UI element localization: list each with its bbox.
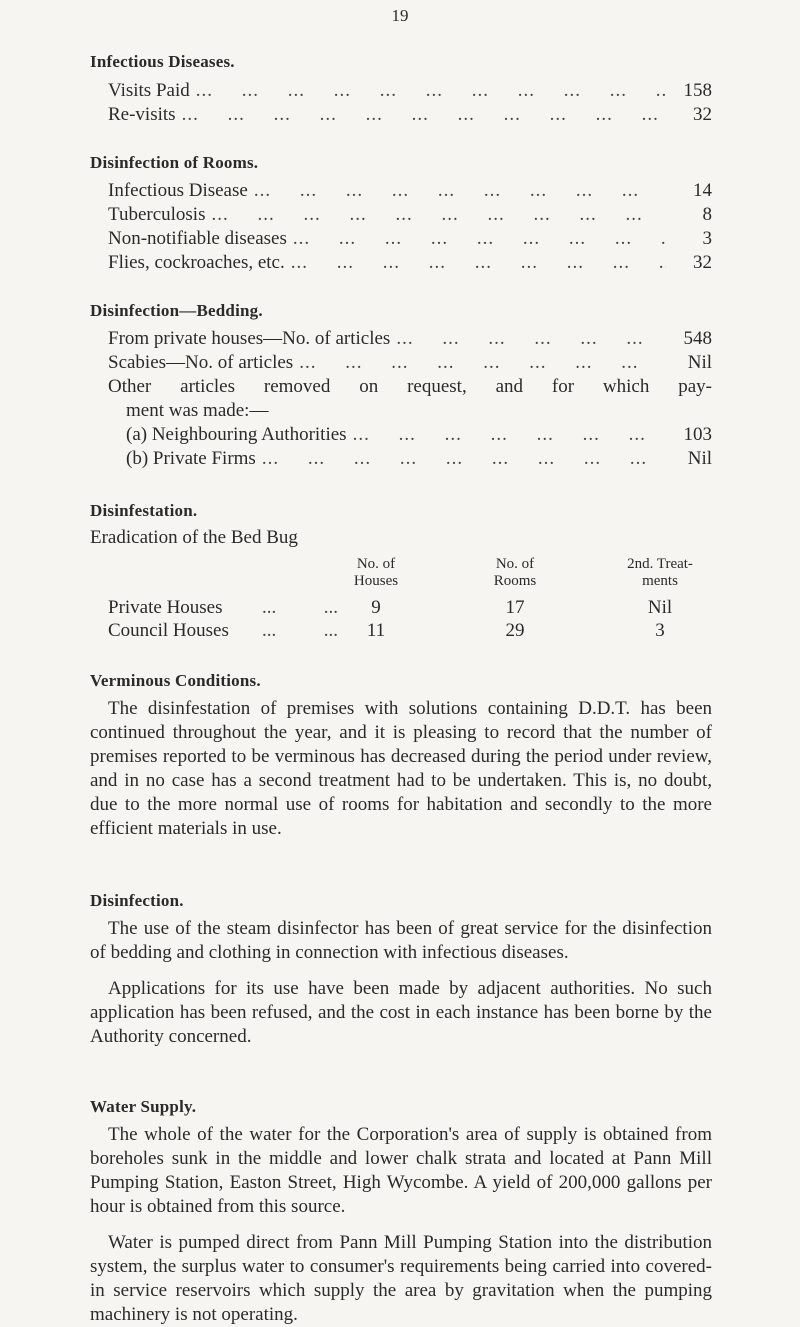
- paragraph: The use of the steam disinfector has been of great service for the disinfection of bedding and clothing in connection with infectious diseases.: [90, 918, 712, 963]
- column-header-rooms: [465, 556, 565, 590]
- dot-leader: ... ...: [262, 620, 338, 641]
- dot-leader: [291, 251, 666, 275]
- item-label: Re-visits: [108, 104, 176, 125]
- list-item: [108, 447, 712, 471]
- item-value: 3: [702, 228, 712, 249]
- item-value: 158: [683, 80, 712, 101]
- section-heading-disinfestation: Disinfestation.: [90, 501, 198, 520]
- disinfestation-subheading: Eradication of the Bed Bug: [90, 527, 298, 548]
- item-value: 8: [702, 204, 712, 225]
- list-item: [108, 203, 712, 227]
- column-header-houses: [326, 556, 426, 590]
- item-label: (a) Neighbouring Authorities: [126, 424, 347, 445]
- item-value: 32: [693, 252, 712, 273]
- verminous-body: [90, 697, 712, 841]
- item-value: 548: [683, 328, 712, 349]
- section-heading-water-supply: Water Supply.: [90, 1097, 197, 1116]
- other-articles-text-cont: ment was made:—: [126, 400, 269, 421]
- infectious-diseases-list: [108, 79, 712, 127]
- list-item: [108, 103, 712, 127]
- item-label: Non-notifiable diseases: [108, 228, 287, 249]
- list-item: [108, 79, 712, 103]
- item-value: Nil: [687, 448, 712, 469]
- item-label: Scabies—No. of articles: [108, 352, 294, 373]
- dot-leader: [299, 351, 666, 375]
- item-label: Tuberculosis: [108, 204, 206, 225]
- list-item: [108, 327, 712, 351]
- list-item: [108, 351, 712, 375]
- item-label: (b) Private Firms: [126, 448, 256, 469]
- header-line: No. of: [495, 556, 535, 572]
- table-cell: 3: [655, 620, 665, 641]
- row-label: Private Houses: [108, 597, 223, 618]
- dot-leader: [211, 203, 666, 227]
- dot-leader: [293, 227, 666, 251]
- disinfection-rooms-list: [108, 179, 712, 275]
- bed-bug-table: [108, 556, 712, 646]
- list-item: [108, 251, 712, 275]
- header-line: ments: [642, 573, 678, 589]
- item-value: 32: [693, 104, 712, 125]
- list-item: [108, 423, 712, 447]
- paragraph: The whole of the water for the Corporation's area of supply is obtained from boreholes sunk in the middle and lower chalk strata and located at Pann Mill Pumping Station, Easton Street, High Wycombe. A yield of 200,000 gallons per hour is obtained from this source.: [90, 1124, 712, 1217]
- column-header-treatments: [600, 556, 720, 590]
- item-value: 14: [693, 180, 712, 201]
- section-heading-infectious-diseases: Infectious Diseases.: [90, 52, 235, 71]
- other-articles-text: Other articles removed on request, and for which pay-: [108, 376, 712, 397]
- water-supply-body: [90, 1123, 712, 1327]
- dot-leader: [353, 423, 666, 447]
- paragraph: The disinfestation of premises with solutions containing D.D.T. has been continued throughout the year, and it is pleasing to record that the number of premises reported to be verminous has decreased during the period under review, and in no case has a second treatment had to be undertaken. This is, no doubt, due to the more normal use of rooms for habitation and secondly to the more efficient materials in use.: [90, 698, 712, 839]
- item-value: Nil: [687, 352, 712, 373]
- page-number: 19: [391, 6, 409, 25]
- header-line: 2nd. Treat-: [627, 556, 693, 572]
- table-cell: 9: [371, 597, 381, 618]
- section-heading-verminous: Verminous Conditions.: [90, 671, 261, 690]
- disinfection-body: [90, 917, 712, 1049]
- section-heading-disinfection: Disinfection.: [90, 891, 184, 910]
- item-label: Infectious Disease: [108, 180, 248, 201]
- dot-leader: [262, 447, 666, 471]
- section-heading-disinfection-rooms: Disinfection of Rooms.: [90, 153, 259, 172]
- dot-leader: [196, 79, 666, 103]
- dot-leader: [182, 103, 666, 127]
- item-value: 103: [683, 424, 712, 445]
- table-cell: 11: [366, 620, 386, 641]
- list-item: [108, 227, 712, 251]
- item-label: From private houses—No. of articles: [108, 328, 391, 349]
- list-item: [108, 179, 712, 203]
- item-label: Visits Paid: [108, 80, 190, 101]
- row-label: Council Houses: [108, 620, 229, 641]
- header-line: Rooms: [493, 573, 537, 589]
- disinfection-bedding-list: [108, 327, 712, 471]
- header-line: Houses: [353, 573, 399, 589]
- dot-leader: [396, 327, 666, 351]
- section-heading-disinfection-bedding: Disinfection—Bedding.: [90, 301, 263, 320]
- dot-leader: [254, 179, 666, 203]
- paragraph: Water is pumped direct from Pann Mill Pumping Station into the distribution system, the surplus water to consumer's requirements being carried into covered-in service reservoirs which supply the area by gravitation when the pumping machinery is not operating.: [90, 1232, 712, 1325]
- dot-leader: ... ...: [262, 597, 338, 618]
- item-label: Flies, cockroaches, etc.: [108, 252, 285, 273]
- paragraph: Applications for its use have been made by adjacent authorities. No such application has been refused, and the cost in each instance has been borne by the Authority concerned.: [90, 978, 712, 1047]
- table-cell: Nil: [647, 597, 673, 618]
- table-cell: 17: [505, 597, 525, 618]
- header-line: No. of: [356, 556, 396, 572]
- table-cell: 29: [505, 620, 525, 641]
